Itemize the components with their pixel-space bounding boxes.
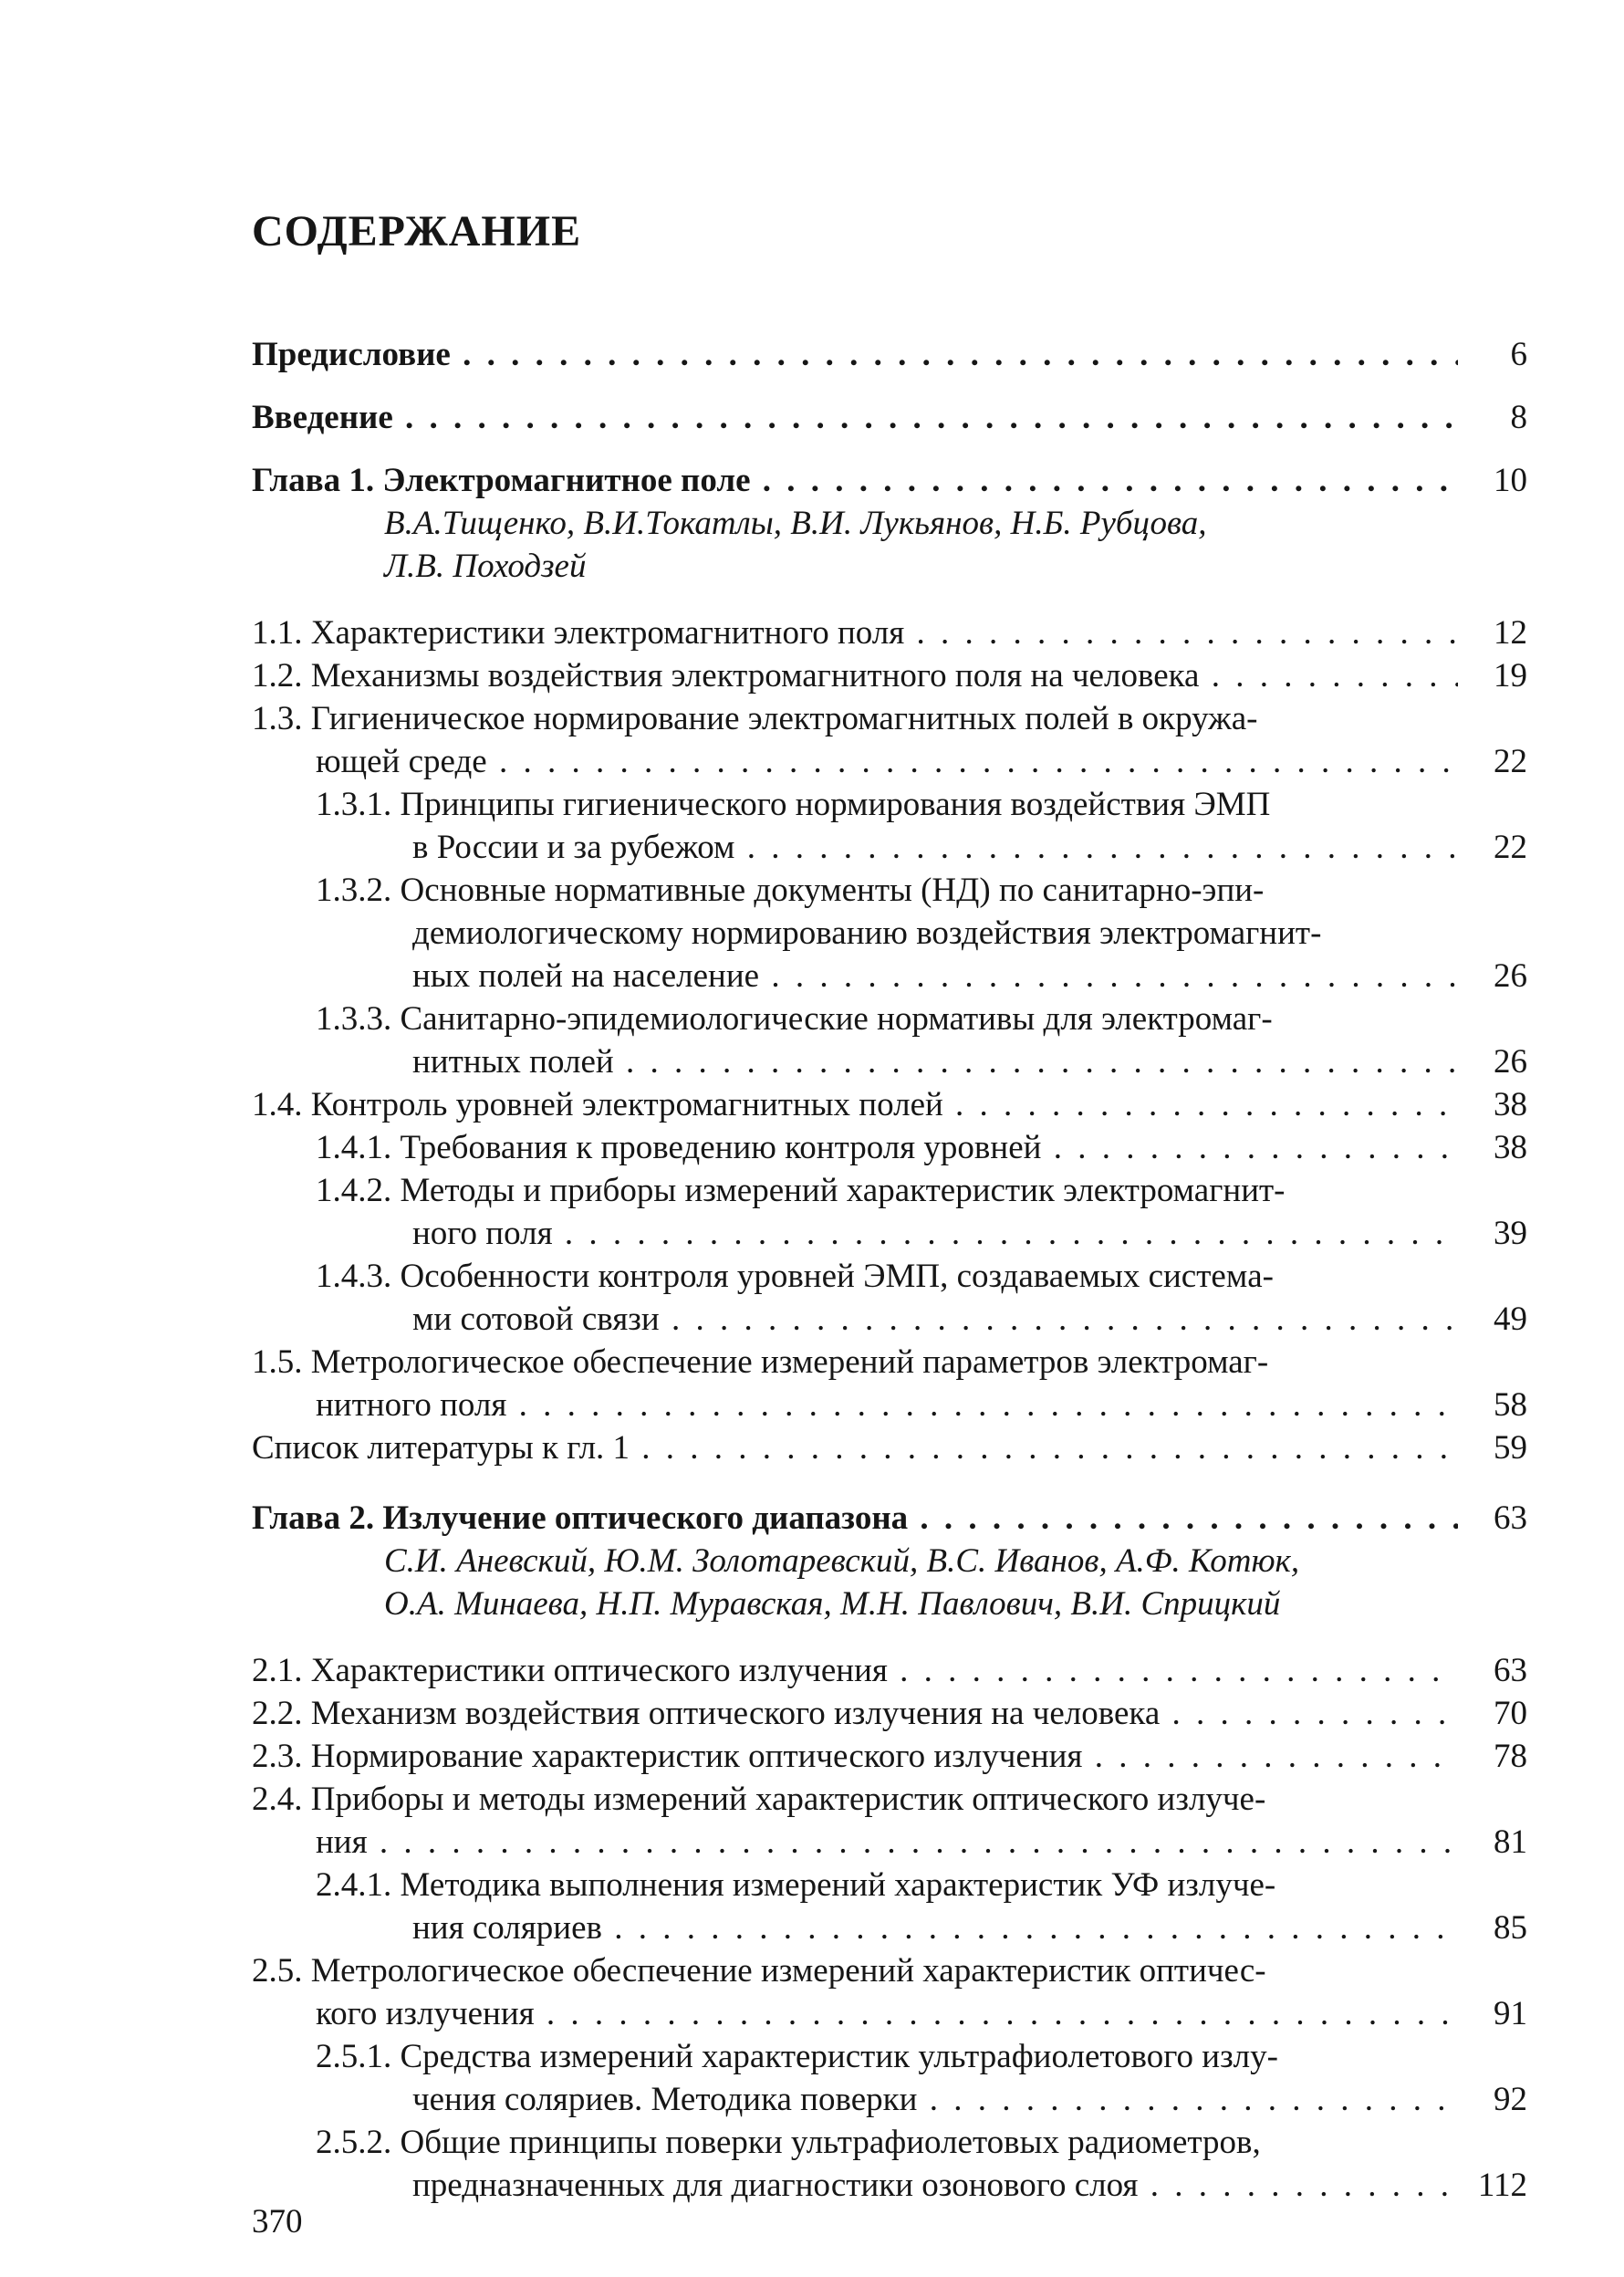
toc-entry-1-3-1[interactable] <box>252 783 1527 869</box>
toc-entry-2-2[interactable] <box>252 1692 1527 1735</box>
toc-page: 49 <box>1494 1300 1527 1338</box>
toc-line: 2.4.1. Методика выполнения измерений характеристик УФ излуче- <box>316 1866 1276 1904</box>
toc-label: 1.1. Характеристики электромагнитного поля . . . <box>252 611 1458 654</box>
toc-entry-1-1[interactable] <box>252 611 1527 654</box>
toc-label: 1.4.1. Требования к проведению контроля уровней . . . <box>316 1126 1458 1169</box>
toc-line: 2.5.2. Общие принципы поверки ультрафиолетовых радиометров, <box>316 2124 1261 2161</box>
toc-page: 26 <box>1494 1043 1527 1081</box>
chapter-1-authors <box>252 502 1527 588</box>
toc-label: 2.1. Характеристики оптического излучения . . . <box>252 1649 1458 1692</box>
authors-line: Л.В. Походзей <box>384 548 587 585</box>
toc-page: 19 <box>1494 657 1527 695</box>
table-of-contents <box>252 333 1527 2207</box>
toc-page: 8 <box>1510 399 1527 436</box>
toc-entry-1-3-2[interactable] <box>252 869 1527 997</box>
toc-label: Глава 1. Электромагнитное поле . . . <box>252 459 1458 502</box>
toc-line: 1.4.2. Методы и приборы измерений характеристик электромагнит- <box>316 1172 1286 1209</box>
authors-line: С.И. Аневский, Ю.М. Золотаревский, В.С. Иванов, А.Ф. Котюк, <box>384 1542 1300 1580</box>
toc-line: 1.3.3. Санитарно-эпидемиологические нормативы для электромаг- <box>316 1000 1273 1038</box>
toc-page: 70 <box>1494 1695 1527 1732</box>
toc-page: 63 <box>1494 1499 1527 1537</box>
toc-entry-chapter-1[interactable] <box>252 459 1527 502</box>
authors-line: В.А.Тищенко, В.И.Токатлы, В.И. Лукьянов, Н.Б. Рубцова, <box>384 505 1207 542</box>
toc-page: 63 <box>1494 1652 1527 1689</box>
toc-page: 39 <box>1494 1215 1527 1252</box>
toc-entry-1-4-2[interactable] <box>252 1169 1527 1255</box>
toc-entry-1-3-3[interactable] <box>252 997 1527 1083</box>
toc-entry-introduction[interactable] <box>252 396 1527 439</box>
toc-page: 38 <box>1494 1129 1527 1166</box>
toc-entry-2-4-1[interactable] <box>252 1864 1527 1949</box>
toc-page: 85 <box>1494 1909 1527 1947</box>
toc-label: кого излучения . . . <box>316 1992 1458 2035</box>
toc-page: 38 <box>1494 1086 1527 1123</box>
toc-line: 2.5.1. Средства измерений характеристик ультрафиолетового излу- <box>316 2038 1278 2075</box>
toc-line: 1.3.1. Принципы гигиенического нормирования воздействия ЭМП <box>316 786 1271 823</box>
toc-page: 6 <box>1510 336 1527 373</box>
toc-line: демиологическому нормированию воздействия электромагнит- <box>412 914 1322 952</box>
toc-line: 1.3. Гигиеническое нормирование электромагнитных полей в окружа- <box>252 700 1258 737</box>
toc-label: ных полей на население . . . <box>412 955 1458 997</box>
toc-line: 1.5. Метрологическое обеспечение измерений параметров электромаг- <box>252 1343 1269 1381</box>
toc-label: нитных полей . . . <box>412 1040 1458 1083</box>
toc-entry-preface[interactable] <box>252 333 1527 376</box>
toc-entry-chapter-2[interactable] <box>252 1497 1527 1540</box>
toc-entry-2-5-1[interactable] <box>252 2035 1527 2121</box>
toc-page: 112 <box>1477 2167 1527 2204</box>
toc-entry-1-2[interactable] <box>252 654 1527 697</box>
toc-page: 22 <box>1494 743 1527 780</box>
toc-page: 59 <box>1494 1429 1527 1467</box>
toc-label: 2.2. Механизм воздействия оптического излучения на человека . . . <box>252 1692 1458 1735</box>
toc-label: 1.2. Механизмы воздействия электромагнитного поля на человека . . . <box>252 654 1458 697</box>
toc-page: 91 <box>1494 1995 1527 2032</box>
toc-label: ющей среде . . . <box>316 740 1458 783</box>
page-number: 370 <box>252 2203 303 2240</box>
toc-entry-2-4[interactable] <box>252 1778 1527 1864</box>
toc-entry-1-4-1[interactable] <box>252 1126 1527 1169</box>
toc-page: 12 <box>1494 614 1527 652</box>
toc-page: 78 <box>1494 1738 1527 1775</box>
toc-label: 1.4. Контроль уровней электромагнитных полей . . . <box>252 1083 1458 1126</box>
toc-page: 81 <box>1494 1823 1527 1861</box>
toc-label: нитного поля . . . <box>316 1384 1458 1426</box>
page-title: СОДЕРЖАНИЕ <box>252 207 582 256</box>
toc-page: 26 <box>1494 957 1527 995</box>
toc-page: 92 <box>1494 2081 1527 2118</box>
toc-label: Список литературы к гл. 1 . . . <box>252 1426 1458 1469</box>
toc-label: ния . . . <box>316 1821 1458 1864</box>
toc-entry-references-1[interactable] <box>252 1426 1527 1469</box>
toc-entry-2-5[interactable] <box>252 1949 1527 2035</box>
toc-label: ми сотовой связи . . . <box>412 1298 1458 1341</box>
toc-label: чения соляриев. Методика поверки . . . <box>412 2078 1458 2121</box>
toc-line: 1.3.2. Основные нормативные документы (НД) по санитарно-эпи- <box>316 872 1265 909</box>
toc-label: Глава 2. Излучение оптического диапазона . . . <box>252 1497 1458 1540</box>
toc-line: 1.4.3. Особенности контроля уровней ЭМП, создаваемых системa- <box>316 1258 1274 1295</box>
toc-label: Введение . . . <box>252 396 1458 439</box>
toc-entry-2-5-2[interactable] <box>252 2121 1527 2207</box>
toc-label: предназначенных для диагностики озонового слоя . . . <box>412 2164 1458 2207</box>
chapter-2-authors <box>252 1540 1527 1625</box>
toc-page: 22 <box>1494 829 1527 866</box>
toc-label: ного поля . . . <box>412 1212 1458 1255</box>
toc-page: 10 <box>1494 462 1527 499</box>
toc-label: в России и за рубежом . . . <box>412 826 1458 869</box>
toc-page: 58 <box>1494 1386 1527 1424</box>
toc-label: Предисловие . . . <box>252 333 1458 376</box>
toc-entry-2-1[interactable] <box>252 1649 1527 1692</box>
toc-entry-1-3[interactable] <box>252 697 1527 783</box>
toc-line: 2.5. Метрологическое обеспечение измерений характеристик оптичес- <box>252 1952 1266 1990</box>
toc-label: 2.3. Нормирование характеристик оптического излучения . . . <box>252 1735 1458 1778</box>
toc-entry-1-4-3[interactable] <box>252 1255 1527 1341</box>
toc-entry-1-5[interactable] <box>252 1341 1527 1426</box>
toc-entry-2-3[interactable] <box>252 1735 1527 1778</box>
authors-line: О.А. Минаева, Н.П. Муравская, М.Н. Павлович, В.И. Сприцкий <box>384 1585 1281 1623</box>
toc-entry-1-4[interactable] <box>252 1083 1527 1126</box>
toc-label: ния соляриев . . . <box>412 1906 1458 1949</box>
toc-line: 2.4. Приборы и методы измерений характеристик оптического излуче- <box>252 1781 1266 1818</box>
